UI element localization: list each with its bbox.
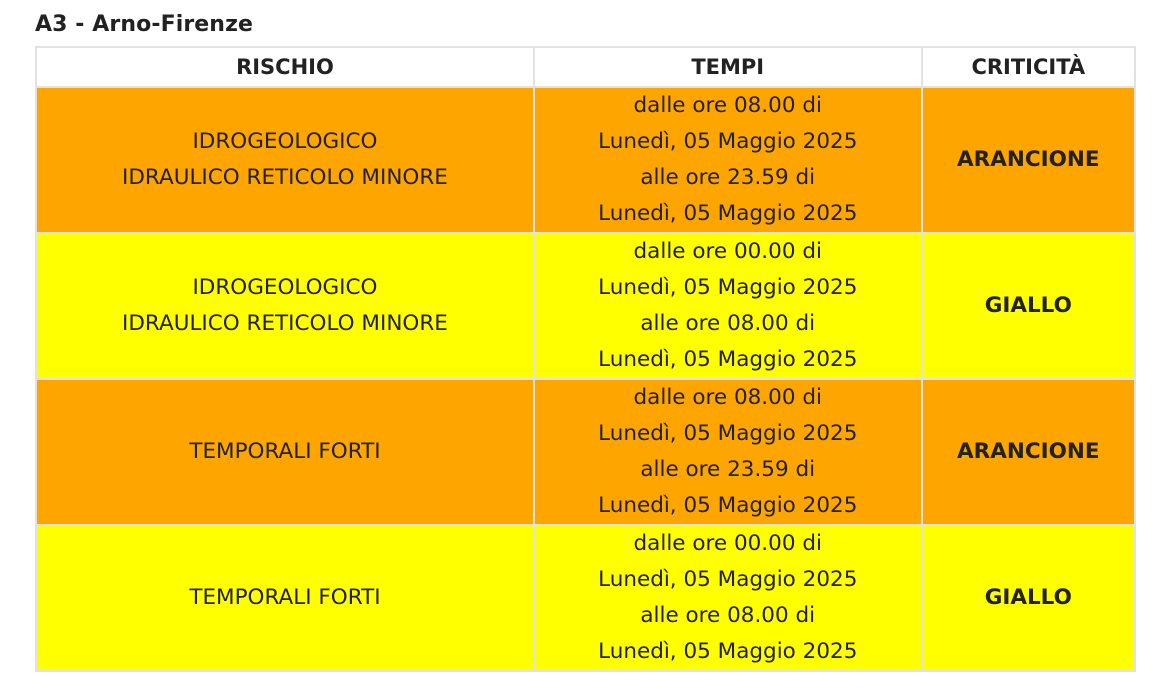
time-cell <box>534 233 922 379</box>
time-line: Lunedì, 05 Maggio 2025 <box>598 201 858 226</box>
time-line: dalle ore 08.00 di <box>633 385 822 410</box>
time-line: Lunedì, 05 Maggio 2025 <box>598 347 858 372</box>
criticality-badge: ARANCIONE <box>922 87 1135 233</box>
alert-table <box>35 46 1136 672</box>
table-row <box>36 87 1135 233</box>
time-line: dalle ore 00.00 di <box>633 239 822 264</box>
risk-cell <box>36 87 534 233</box>
risk-cell <box>36 379 534 525</box>
time-line: alle ore 23.59 di <box>640 457 816 482</box>
table-header-row <box>36 47 1135 87</box>
risk-line: IDRAULICO RETICOLO MINORE <box>122 311 448 336</box>
time-line: Lunedì, 05 Maggio 2025 <box>598 639 858 664</box>
time-line: Lunedì, 05 Maggio 2025 <box>598 421 858 446</box>
time-line: alle ore 08.00 di <box>640 311 816 336</box>
time-cell <box>534 379 922 525</box>
time-line: dalle ore 08.00 di <box>633 93 822 118</box>
time-cell <box>534 87 922 233</box>
time-line: Lunedì, 05 Maggio 2025 <box>598 493 858 518</box>
risk-line: TEMPORALI FORTI <box>189 439 381 464</box>
criticality-badge: GIALLO <box>922 525 1135 671</box>
time-line: Lunedì, 05 Maggio 2025 <box>598 567 858 592</box>
header-time: TEMPI <box>534 47 922 87</box>
table-row <box>36 233 1135 379</box>
risk-line: TEMPORALI FORTI <box>189 585 381 610</box>
time-line: Lunedì, 05 Maggio 2025 <box>598 275 858 300</box>
risk-line: IDROGEOLOGICO <box>192 275 378 300</box>
zone-title: A3 - Arno-Firenze <box>35 12 253 37</box>
table-row <box>36 379 1135 525</box>
time-line: alle ore 08.00 di <box>640 603 816 628</box>
time-line: dalle ore 00.00 di <box>633 531 822 556</box>
header-criticality: CRITICITÀ <box>922 47 1135 87</box>
criticality-badge: ARANCIONE <box>922 379 1135 525</box>
risk-cell <box>36 525 534 671</box>
header-risk: RISCHIO <box>36 47 534 87</box>
table-row <box>36 525 1135 671</box>
criticality-badge: GIALLO <box>922 233 1135 379</box>
time-line: alle ore 23.59 di <box>640 165 816 190</box>
time-line: Lunedì, 05 Maggio 2025 <box>598 129 858 154</box>
time-cell <box>534 525 922 671</box>
risk-line: IDRAULICO RETICOLO MINORE <box>122 165 448 190</box>
risk-line: IDROGEOLOGICO <box>192 129 378 154</box>
risk-cell <box>36 233 534 379</box>
